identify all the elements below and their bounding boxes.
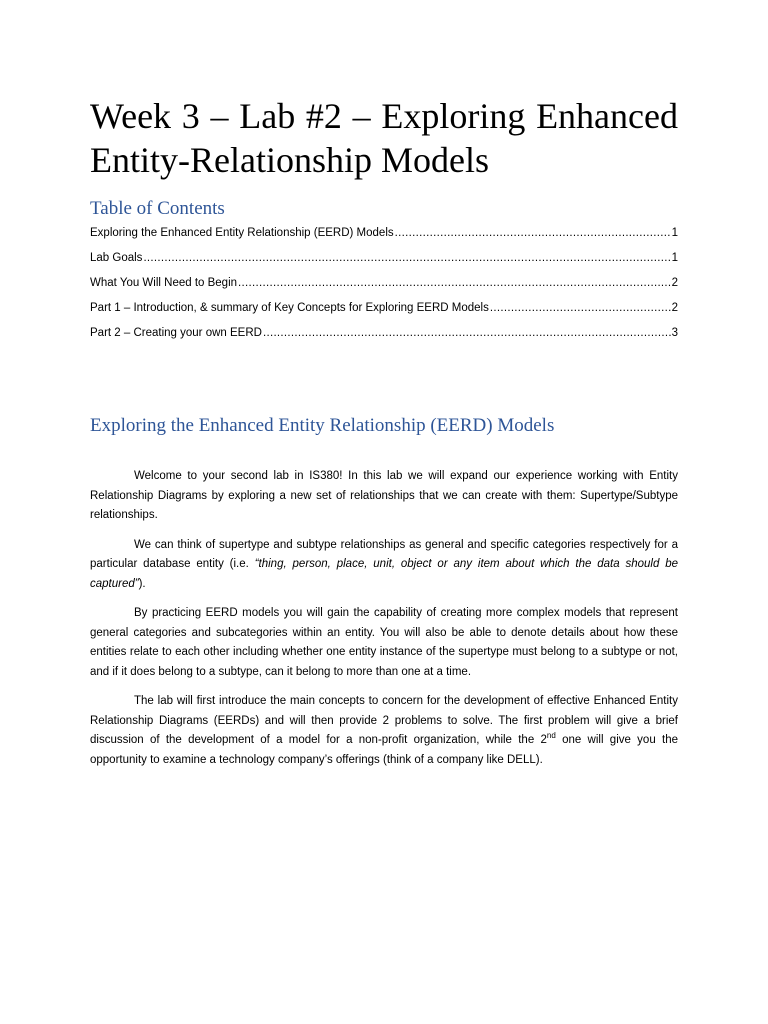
toc-heading: Table of Contents xyxy=(90,198,225,219)
document-title xyxy=(90,94,678,182)
document-page xyxy=(90,94,678,780)
document-title-line-1: Week 3 – Lab #2 – Exploring Enhanced xyxy=(90,96,678,136)
toc-entry[interactable] xyxy=(90,326,678,351)
ordinal-superscript: nd xyxy=(546,731,556,741)
table-of-contents xyxy=(90,226,678,351)
toc-entry[interactable] xyxy=(90,276,678,301)
toc-leader-dots xyxy=(263,326,671,340)
toc-entry-title: Part 1 – Introduction, & summary of Key Concepts for Exploring EERD Models xyxy=(90,302,489,314)
paragraph-text: one will give you the opportunity to examine a technology company’s offerings (think of a company like DELL). xyxy=(90,734,678,766)
toc-leader-dots xyxy=(395,226,671,240)
toc-entry-page: 1 xyxy=(671,227,678,239)
paragraph-welcome: Welcome to your second lab in IS380! In this lab we will expand our experience working with Entity Relationship Diagrams by exploring a new set of relationships that we can create with them: Supertype/Subtype relationships. xyxy=(90,470,678,521)
toc-entry[interactable] xyxy=(90,301,678,326)
toc-entry-title: Lab Goals xyxy=(90,252,143,264)
paragraph-text: The lab will first introduce the main concepts to concern for the development of effective Enhanced Entity Relationship Diagrams (EERDs) and will then provide 2 problems to solve. The first problem will give a brief discussion of the development of a model for a non-profit organization, while the 2 xyxy=(90,695,678,746)
paragraph-lab-overview xyxy=(90,692,678,770)
section-heading: Exploring the Enhanced Entity Relationship (EERD) Models xyxy=(90,415,555,436)
toc-entry-title: Exploring the Enhanced Entity Relationship (EERD) Models xyxy=(90,227,394,239)
toc-entry-page: 3 xyxy=(671,327,678,339)
paragraph-supertype-subtype xyxy=(90,536,678,595)
toc-leader-dots xyxy=(143,251,670,265)
toc-entry-page: 2 xyxy=(671,302,678,314)
paragraph-text: We can think of supertype and subtype relationships as general and specific categories respectively for a particular database entity (i.e. xyxy=(90,538,678,570)
toc-leader-dots xyxy=(490,301,671,315)
entity-definition-quote: “thing, person, place, unit, object or any item about which the data should be captured” xyxy=(90,558,678,590)
toc-entry-page: 1 xyxy=(671,252,678,264)
document-title-line-2: Entity-Relationship Models xyxy=(90,140,489,180)
toc-entry-page: 2 xyxy=(671,277,678,289)
toc-entry[interactable] xyxy=(90,251,678,276)
toc-entry-title: What You Will Need to Begin xyxy=(90,277,238,289)
toc-entry[interactable] xyxy=(90,226,678,251)
toc-leader-dots xyxy=(238,276,671,290)
paragraph-eerd-practice: By practicing EERD models you will gain the capability of creating more complex models that represent general categories and subcategories within an entity. You will also be able to denote details about how these entities relate to each other including whether one entity instance of the supertype must belong to a subtype or not, and if it does belong to a subtype, can it belong to more than one at a time. xyxy=(90,607,678,678)
toc-entry-title: Part 2 – Creating your own EERD xyxy=(90,327,262,339)
paragraph-text: ). xyxy=(138,577,146,590)
